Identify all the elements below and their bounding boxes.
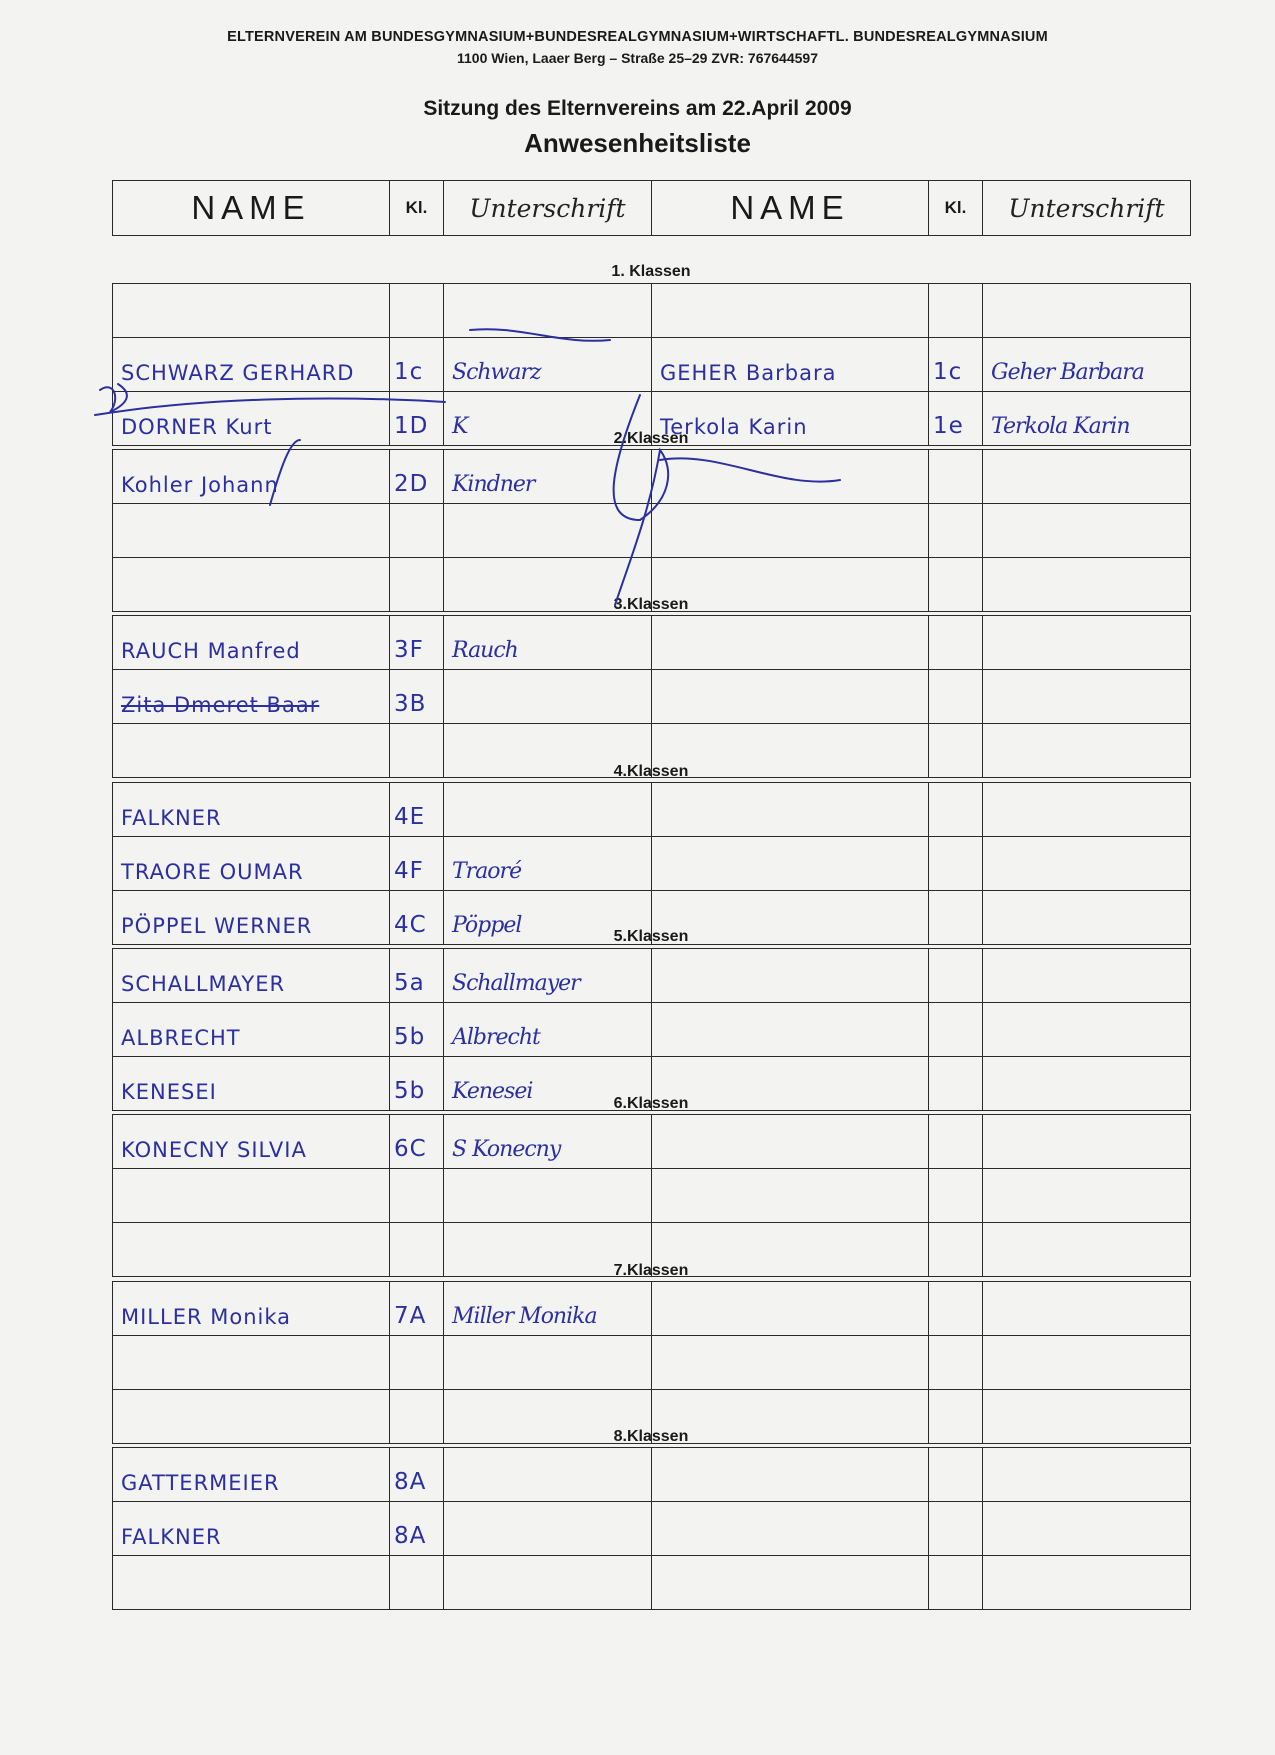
left-class-cell: 6C: [390, 1115, 444, 1169]
section-table: [112, 1114, 1191, 1277]
section-table: [112, 1447, 1191, 1610]
left-signature-cell: [444, 1169, 652, 1223]
right-signature-cell: Terkola Karin: [983, 392, 1191, 446]
column-header-name-right: NAME: [652, 181, 929, 236]
column-header-signature-right: Unterschrift: [983, 181, 1191, 236]
right-name-cell: [652, 616, 929, 670]
right-class-cell: 1c: [929, 338, 983, 392]
left-signature-cell: [444, 284, 652, 338]
column-header-name-left: NAME: [113, 181, 390, 236]
right-name-cell: [652, 1502, 929, 1556]
column-header-signature-left: Unterschrift: [444, 181, 652, 236]
right-name-cell: [652, 1115, 929, 1169]
right-class-cell: [929, 1169, 983, 1223]
left-class-cell: [390, 284, 444, 338]
left-signature-cell: Kindner: [444, 450, 652, 504]
left-signature-cell: [444, 504, 652, 558]
right-name-cell: GEHER Barbara: [652, 338, 929, 392]
right-signature-cell: [983, 1556, 1191, 1610]
left-name-cell: DORNER Kurt: [113, 392, 390, 446]
section-title: 3.Klassen: [613, 596, 689, 613]
right-signature-cell: [983, 1003, 1191, 1057]
section-title: 5.Klassen: [613, 928, 689, 945]
left-class-cell: 5b: [390, 1003, 444, 1057]
left-signature-cell: [444, 1448, 652, 1502]
section-table: [112, 449, 1191, 612]
left-class-cell: 5b: [390, 1057, 444, 1111]
section-title: 7.Klassen: [613, 1262, 689, 1279]
right-signature-cell: [983, 670, 1191, 724]
right-class-cell: [929, 616, 983, 670]
right-class-cell: [929, 1115, 983, 1169]
left-name-cell: FALKNER: [113, 1502, 390, 1556]
right-name-cell: [652, 284, 929, 338]
left-name-cell: KENESEI: [113, 1057, 390, 1111]
right-signature-cell: [983, 1282, 1191, 1336]
table-row: [113, 1282, 1191, 1336]
right-class-cell: [929, 783, 983, 837]
left-class-cell: 8A: [390, 1448, 444, 1502]
right-name-cell: [652, 1282, 929, 1336]
left-name-cell: [113, 284, 390, 338]
table-row: [113, 1169, 1191, 1223]
left-name-cell: FALKNER: [113, 783, 390, 837]
section-table: [112, 615, 1191, 778]
right-signature-cell: Geher Barbara: [983, 338, 1191, 392]
left-signature-cell: Kenesei: [444, 1057, 652, 1111]
left-class-cell: 7A: [390, 1282, 444, 1336]
table-row: [113, 670, 1191, 724]
document-title: Anwesenheitsliste: [524, 128, 751, 158]
section-table: [112, 948, 1191, 1111]
right-name-cell: [652, 670, 929, 724]
left-class-cell: 4F: [390, 837, 444, 891]
left-signature-cell: [444, 1502, 652, 1556]
left-class-cell: 4C: [390, 891, 444, 945]
section-title: 1. Klassen: [611, 263, 691, 280]
left-name-cell: GATTERMEIER: [113, 1448, 390, 1502]
table-row: [113, 1556, 1191, 1610]
section-title: 8.Klassen: [613, 1428, 689, 1445]
right-signature-cell: [983, 1502, 1191, 1556]
table-row: [113, 783, 1191, 837]
right-name-cell: [652, 949, 929, 1003]
left-class-cell: [390, 504, 444, 558]
table-row: [113, 1502, 1191, 1556]
left-name-cell: ALBRECHT: [113, 1003, 390, 1057]
section-table: [112, 1281, 1191, 1444]
section-title: 4.Klassen: [613, 763, 689, 780]
left-name-cell: [113, 1169, 390, 1223]
left-name-cell: TRAORE OUMAR: [113, 837, 390, 891]
right-class-cell: [929, 504, 983, 558]
right-class-cell: [929, 284, 983, 338]
right-signature-cell: [983, 450, 1191, 504]
right-signature-cell: [983, 1115, 1191, 1169]
left-signature-cell: Albrecht: [444, 1003, 652, 1057]
left-class-cell: 1c: [390, 338, 444, 392]
right-name-cell: [652, 504, 929, 558]
right-name-cell: [652, 1003, 929, 1057]
right-name-cell: [652, 1336, 929, 1390]
left-signature-cell: Miller Monika: [444, 1282, 652, 1336]
left-signature-cell: [444, 670, 652, 724]
right-signature-cell: [983, 1448, 1191, 1502]
right-name-cell: [652, 450, 929, 504]
organization-address: 1100 Wien, Laaer Berg – Straße 25–29 ZVR: 767644597: [457, 50, 818, 66]
right-signature-cell: [983, 783, 1191, 837]
column-header-kl-right: Kl.: [929, 181, 983, 236]
table-row: [113, 284, 1191, 338]
section-table: [112, 283, 1191, 446]
left-signature-cell: [444, 1556, 652, 1610]
section-title: 6.Klassen: [613, 1095, 689, 1112]
right-signature-cell: [983, 1169, 1191, 1223]
organization-name: ELTERNVEREIN AM BUNDESGYMNASIUM+BUNDESREALGYMNASIUM+WIRTSCHAFTL. BUNDESREALGYMNASIUM: [227, 29, 1048, 45]
left-name-cell: [113, 504, 390, 558]
right-signature-cell: [983, 616, 1191, 670]
right-name-cell: [652, 837, 929, 891]
left-signature-cell: Schallmayer: [444, 949, 652, 1003]
left-class-cell: 1D: [390, 392, 444, 446]
right-class-cell: 1e: [929, 392, 983, 446]
table-row: [113, 1336, 1191, 1390]
right-class-cell: [929, 1502, 983, 1556]
left-class-cell: [390, 1169, 444, 1223]
left-class-cell: 4E: [390, 783, 444, 837]
left-class-cell: 5a: [390, 949, 444, 1003]
left-name-cell: Zita Dmeret Baar: [113, 670, 390, 724]
left-signature-cell: [444, 1336, 652, 1390]
left-signature-cell: K: [444, 392, 652, 446]
left-class-cell: [390, 1556, 444, 1610]
right-class-cell: [929, 1003, 983, 1057]
left-class-cell: 8A: [390, 1502, 444, 1556]
left-class-cell: 2D: [390, 450, 444, 504]
left-signature-cell: Pöppel: [444, 891, 652, 945]
left-name-cell: RAUCH Manfred: [113, 616, 390, 670]
right-class-cell: [929, 1556, 983, 1610]
left-name-cell: SCHWARZ GERHARD: [113, 338, 390, 392]
right-name-cell: Terkola Karin: [652, 392, 929, 446]
right-signature-cell: [983, 1336, 1191, 1390]
section-title: 2.Klassen: [613, 430, 689, 447]
table-row: [113, 504, 1191, 558]
left-name-cell: PÖPPEL WERNER: [113, 891, 390, 945]
left-class-cell: [390, 1336, 444, 1390]
table-row: [113, 338, 1191, 392]
right-class-cell: [929, 837, 983, 891]
left-name-cell: [113, 1556, 390, 1610]
table-row: [113, 837, 1191, 891]
column-header-table: [112, 180, 1191, 236]
right-signature-cell: [983, 284, 1191, 338]
left-signature-cell: Traoré: [444, 837, 652, 891]
right-signature-cell: [983, 949, 1191, 1003]
right-class-cell: [929, 450, 983, 504]
left-class-cell: 3F: [390, 616, 444, 670]
right-class-cell: [929, 670, 983, 724]
table-row: [113, 616, 1191, 670]
right-signature-cell: [983, 504, 1191, 558]
right-class-cell: [929, 1336, 983, 1390]
table-row: [113, 1448, 1191, 1502]
left-signature-cell: [444, 783, 652, 837]
table-row: [113, 949, 1191, 1003]
left-name-cell: [113, 1336, 390, 1390]
right-class-cell: [929, 1448, 983, 1502]
column-header-kl-left: Kl.: [390, 181, 444, 236]
table-row: [113, 450, 1191, 504]
right-name-cell: [652, 783, 929, 837]
section-table: [112, 782, 1191, 945]
right-name-cell: [652, 1556, 929, 1610]
left-class-cell: 3B: [390, 670, 444, 724]
right-class-cell: [929, 1282, 983, 1336]
table-row: [113, 1115, 1191, 1169]
left-signature-cell: S Konecny: [444, 1115, 652, 1169]
left-signature-cell: Schwarz: [444, 338, 652, 392]
table-row: [113, 1003, 1191, 1057]
right-name-cell: [652, 1448, 929, 1502]
left-signature-cell: Rauch: [444, 616, 652, 670]
left-name-cell: MILLER Monika: [113, 1282, 390, 1336]
right-name-cell: [652, 1169, 929, 1223]
right-class-cell: [929, 949, 983, 1003]
right-signature-cell: [983, 837, 1191, 891]
meeting-title: Sitzung des Elternvereins am 22.April 2009: [423, 97, 852, 120]
left-name-cell: SCHALLMAYER: [113, 949, 390, 1003]
left-name-cell: KONECNY SILVIA: [113, 1115, 390, 1169]
left-name-cell: Kohler Johann: [113, 450, 390, 504]
